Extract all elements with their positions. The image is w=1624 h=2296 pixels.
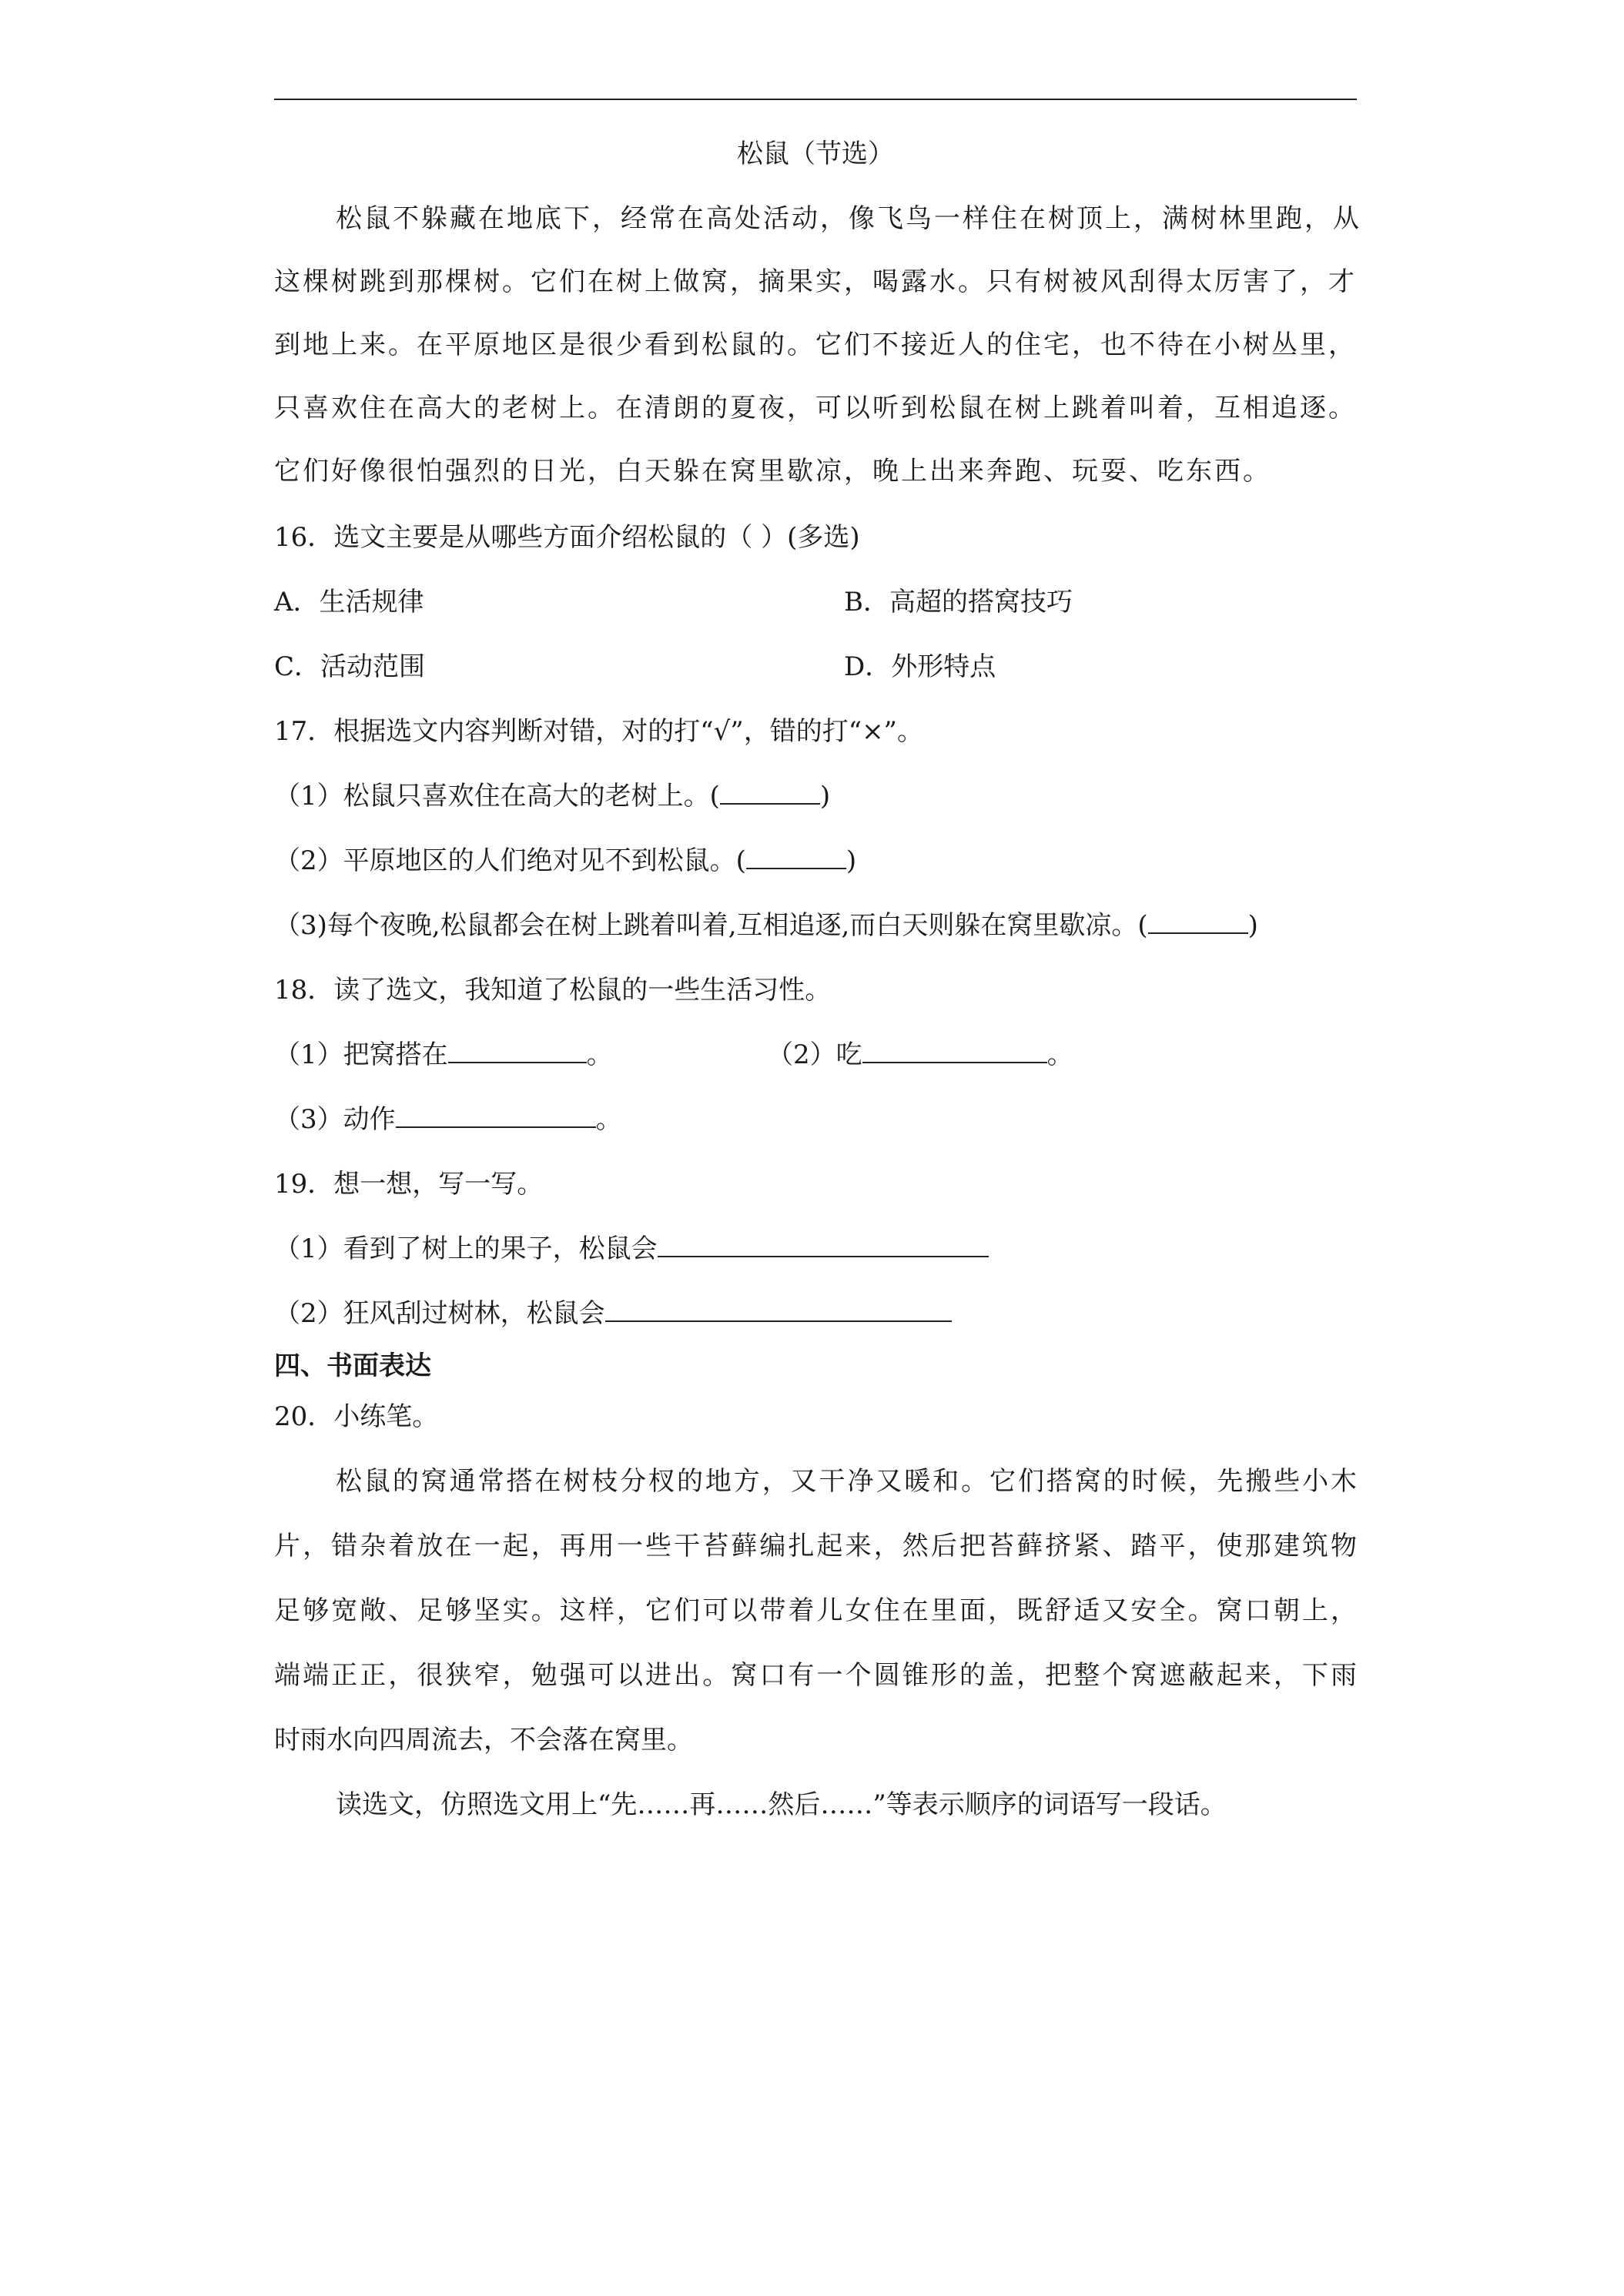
q17-answer-blank-1[interactable] [720,780,820,805]
q17-answer-blank-3[interactable] [1148,909,1248,934]
q19-item-1-text: （1）看到了树上的果子，松鼠会 [274,1233,658,1264]
question-18-row-1 [274,1038,1357,1072]
q17-item-1-close: ) [819,781,831,812]
passage-line-2: 这棵树跳到那棵树。它们在树上做窝，摘果实，喝露水。只有树被风刮得太厉害了，才 [274,266,1357,297]
q18-item-2 [767,1038,1073,1072]
q20-passage-line-3: 足够宽敞、足够坚实。这样，它们可以带着儿女住在里面，既舒适又安全。窝口朝上， [274,1595,1357,1626]
q19-answer-blank-2[interactable] [605,1297,952,1322]
q18-item-1-end: 。 [586,1039,613,1070]
option-a[interactable]: A．生活规律 [274,587,424,618]
q17-answer-blank-2[interactable] [746,845,846,869]
question-19-stem: 19．想一想，写一写。 [274,1169,544,1200]
q20-instruction: 读选文，仿照选文用上“先……再……然后……”等表示顺序的词语写一段话。 [336,1789,1227,1820]
passage-line-1: 松鼠不躲藏在地底下，经常在高处活动，像飞鸟一样住在树顶上，满树林里跑，从 [336,203,1361,234]
q18-item-2-text: （2）吃 [767,1039,862,1070]
passage-line-3: 到地上来。在平原地区是很少看到松鼠的。它们不接近人的住宅，也不待在小树丛里， [274,330,1357,360]
q20-passage-line-2: 片，错杂着放在一起，再用一些干苔藓编扎起来，然后把苔藓挤紧、踏平，使那建筑物 [274,1531,1357,1561]
q17-item-1-text: （1）松鼠只喜欢住在高大的老树上。( [274,781,720,812]
question-17-item-1 [274,779,1357,813]
question-20-stem: 20．小练笔。 [274,1401,439,1432]
header-rule [274,99,1357,100]
question-18-stem: 18．读了选文，我知道了松鼠的一些生活习性。 [274,975,832,1006]
q17-item-2-text: （2）平原地区的人们绝对见不到松鼠。( [274,845,746,876]
question-16-options-row-2 [274,650,1357,684]
question-19-item-2 [274,1297,1357,1330]
q18-item-3-text: （3）动作 [274,1104,396,1135]
option-c[interactable]: C．活动范围 [274,651,426,682]
question-17-item-2 [274,844,1357,878]
question-16-options-row-1 [274,585,1357,619]
question-17-item-3 [274,909,1357,942]
q18-answer-blank-3[interactable] [396,1103,596,1128]
question-19-item-1 [274,1232,1357,1266]
q18-item-1-text: （1）把窝搭在 [274,1039,448,1070]
q20-passage-line-4: 端端正正，很狭窄，勉强可以进出。窝口有一个圆锥形的盖，把整个窝遮蔽起来，下雨 [274,1660,1357,1691]
passage-line-5: 它们好像很怕强烈的日光，白天躲在窝里歇凉，晚上出来奔跑、玩耍、吃东西。 [274,456,1271,487]
q20-passage-line-5: 时雨水向四周流去，不会落在窝里。 [274,1725,693,1755]
question-17-stem: 17．根据选文内容判断对错，对的打“√”，错的打“×”。 [274,716,923,747]
passage-title: 松鼠（节选） [737,139,894,169]
q20-passage-line-1: 松鼠的窝通常搭在树枝分杈的地方，又干净又暖和。它们搭窝的时候，先搬些小木 [336,1466,1357,1497]
q17-item-3-close: ) [1247,910,1258,941]
section-heading-written-expression: 四、书面表达 [274,1350,431,1381]
q18-item-2-end: 。 [1046,1039,1073,1070]
q19-item-2-text: （2）狂风刮过树林，松鼠会 [274,1298,605,1329]
question-18-row-2 [274,1103,1357,1136]
q18-answer-blank-1[interactable] [448,1039,587,1063]
q18-answer-blank-2[interactable] [862,1039,1047,1063]
q19-answer-blank-1[interactable] [658,1233,989,1257]
option-b[interactable]: B．高超的搭窝技巧 [844,587,1073,618]
question-16-stem: 16．选文主要是从哪些方面介绍松鼠的（ ）(多选) [274,522,860,553]
passage-line-4: 只喜欢住在高大的老树上。在清朗的夏夜，可以听到松鼠在树上跳着叫着，互相追逐。 [274,393,1357,423]
q18-item-3-end: 。 [595,1104,622,1135]
q17-item-2-close: ) [845,845,857,876]
q17-item-3-text: （3)每个夜晚,松鼠都会在树上跳着叫着,互相追逐,而白天则躲在窝里歇凉。( [274,910,1148,941]
option-d[interactable]: D．外形特点 [844,651,996,682]
